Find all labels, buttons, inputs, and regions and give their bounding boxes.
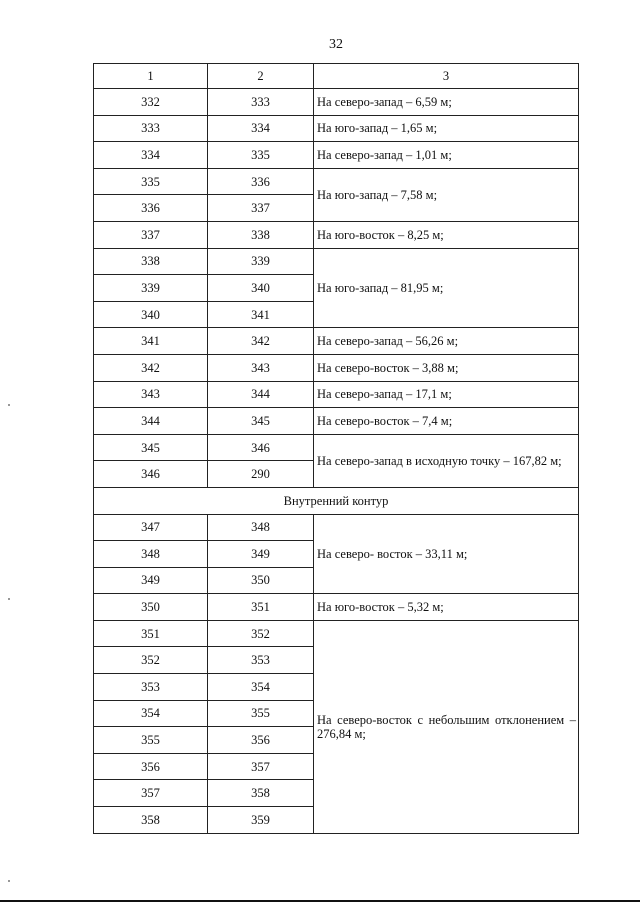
point-from-cell: 338 <box>94 248 208 275</box>
table-row <box>94 248 579 275</box>
direction-cell: На юго-запад – 81,95 м; <box>314 248 579 328</box>
point-from-cell: 350 <box>94 594 208 621</box>
point-from-cell: 335 <box>94 168 208 195</box>
point-to-cell: 358 <box>208 780 314 807</box>
direction-cell: На северо-восток с небольшим отклонением – 276,84 м; <box>314 620 579 833</box>
point-from-cell: 351 <box>94 620 208 647</box>
point-to-cell: 342 <box>208 328 314 355</box>
column-header-2: 2 <box>208 64 314 89</box>
point-from-cell: 341 <box>94 328 208 355</box>
point-from-cell: 356 <box>94 753 208 780</box>
direction-cell: На северо- восток – 33,11 м; <box>314 514 579 594</box>
table-row <box>94 594 579 621</box>
point-from-cell: 343 <box>94 381 208 408</box>
point-to-cell: 333 <box>208 89 314 116</box>
table-row <box>94 142 579 169</box>
point-to-cell: 350 <box>208 567 314 594</box>
table-row <box>94 354 579 381</box>
point-from-cell: 340 <box>94 301 208 328</box>
point-from-cell: 342 <box>94 354 208 381</box>
point-to-cell: 354 <box>208 674 314 701</box>
point-to-cell: 338 <box>208 221 314 248</box>
point-to-cell: 349 <box>208 541 314 568</box>
point-from-cell: 353 <box>94 674 208 701</box>
table-header-row <box>94 64 579 89</box>
point-from-cell: 352 <box>94 647 208 674</box>
direction-cell: На северо-запад – 17,1 м; <box>314 381 579 408</box>
point-to-cell: 355 <box>208 700 314 727</box>
point-to-cell: 356 <box>208 727 314 754</box>
point-to-cell: 348 <box>208 514 314 541</box>
point-from-cell: 346 <box>94 461 208 488</box>
direction-cell: На северо-восток – 3,88 м; <box>314 354 579 381</box>
point-to-cell: 343 <box>208 354 314 381</box>
table-body <box>94 64 579 834</box>
table-row <box>94 381 579 408</box>
section-row <box>94 487 579 514</box>
point-from-cell: 349 <box>94 567 208 594</box>
margin-speck <box>8 404 10 406</box>
point-to-cell: 334 <box>208 115 314 142</box>
direction-cell: На северо-запад – 56,26 м; <box>314 328 579 355</box>
point-to-cell: 337 <box>208 195 314 222</box>
point-to-cell: 336 <box>208 168 314 195</box>
point-to-cell: 341 <box>208 301 314 328</box>
point-from-cell: 357 <box>94 780 208 807</box>
point-to-cell: 339 <box>208 248 314 275</box>
point-from-cell: 347 <box>94 514 208 541</box>
page-number: 32 <box>329 37 343 52</box>
table-row <box>94 514 579 541</box>
point-from-cell: 345 <box>94 434 208 461</box>
inner-contour-heading: Внутренний контур <box>94 487 579 514</box>
point-from-cell: 339 <box>94 275 208 302</box>
point-from-cell: 358 <box>94 807 208 834</box>
table-row <box>94 328 579 355</box>
point-to-cell: 346 <box>208 434 314 461</box>
direction-cell: На северо-восток – 7,4 м; <box>314 408 579 435</box>
point-from-cell: 348 <box>94 541 208 568</box>
direction-cell: На северо-запад в исходную точку – 167,82 м; <box>314 434 579 487</box>
margin-speck <box>8 880 10 882</box>
point-from-cell: 332 <box>94 89 208 116</box>
point-to-cell: 351 <box>208 594 314 621</box>
point-to-cell: 353 <box>208 647 314 674</box>
point-from-cell: 337 <box>94 221 208 248</box>
point-from-cell: 333 <box>94 115 208 142</box>
table-row <box>94 434 579 461</box>
direction-cell: На северо-запад – 6,59 м; <box>314 89 579 116</box>
point-from-cell: 354 <box>94 700 208 727</box>
margin-speck <box>8 598 10 600</box>
direction-cell: На юго-запад – 7,58 м; <box>314 168 579 221</box>
point-to-cell: 345 <box>208 408 314 435</box>
table-row <box>94 221 579 248</box>
point-to-cell: 290 <box>208 461 314 488</box>
point-from-cell: 334 <box>94 142 208 169</box>
point-to-cell: 359 <box>208 807 314 834</box>
boundary-points-table <box>93 63 579 834</box>
point-from-cell: 336 <box>94 195 208 222</box>
direction-cell: На юго-восток – 5,32 м; <box>314 594 579 621</box>
point-to-cell: 357 <box>208 753 314 780</box>
table-row <box>94 168 579 195</box>
table-row <box>94 115 579 142</box>
table-row <box>94 408 579 435</box>
column-header-1: 1 <box>94 64 208 89</box>
point-to-cell: 344 <box>208 381 314 408</box>
table-row <box>94 89 579 116</box>
point-from-cell: 344 <box>94 408 208 435</box>
point-to-cell: 352 <box>208 620 314 647</box>
point-from-cell: 355 <box>94 727 208 754</box>
point-to-cell: 340 <box>208 275 314 302</box>
direction-cell: На юго-восток – 8,25 м; <box>314 221 579 248</box>
table-row <box>94 620 579 647</box>
direction-cell: На юго-запад – 1,65 м; <box>314 115 579 142</box>
point-to-cell: 335 <box>208 142 314 169</box>
scan-bottom-edge <box>0 900 640 902</box>
direction-cell: На северо-запад – 1,01 м; <box>314 142 579 169</box>
column-header-3: 3 <box>314 64 579 89</box>
